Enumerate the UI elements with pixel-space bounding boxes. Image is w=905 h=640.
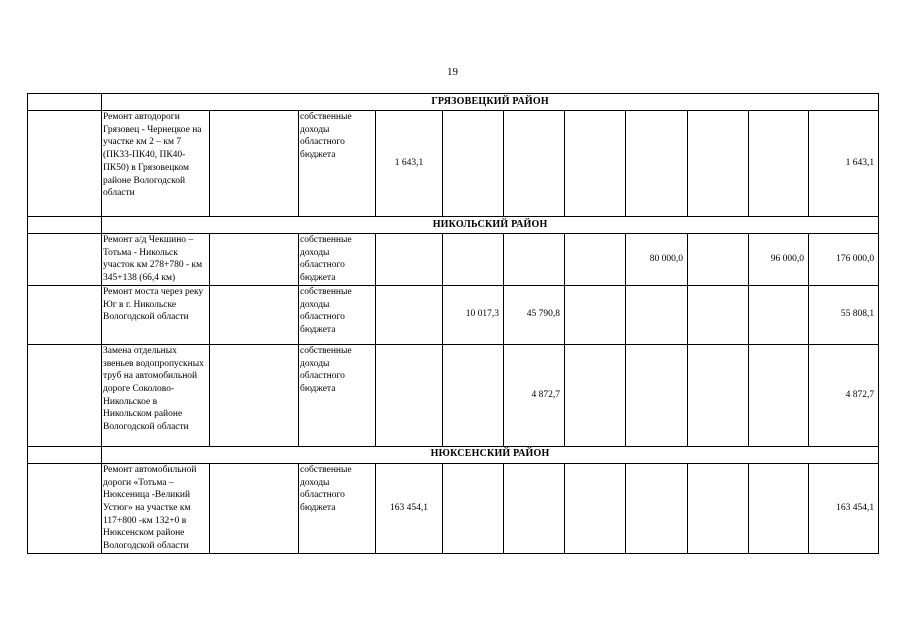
amount-cell (626, 463, 688, 553)
table-row (28, 463, 879, 553)
funding-source: собственные доходы областного бюджета (299, 111, 376, 217)
amount-cell (749, 463, 809, 553)
funding-source: собственные доходы областного бюджета (299, 234, 376, 286)
page-number: 19 (447, 66, 458, 78)
amount-cell (749, 285, 809, 344)
amount-cell (443, 344, 504, 446)
amount-cell (688, 285, 749, 344)
amount-cell (688, 234, 749, 286)
total-amount: 55 808,1 (809, 285, 879, 344)
executor-cell (210, 234, 299, 286)
amount-cell (688, 463, 749, 553)
amount-cell (565, 111, 626, 217)
project-description: Ремонт автодороги Грязовец - Чернецкое на участке км 2 – км 7 (ПК33-ПК40, ПК40-ПК50) в Грязовецком районе Вологодской области (102, 111, 210, 217)
amount-cell (443, 463, 504, 553)
amount-cell (565, 463, 626, 553)
row-number-cell (28, 285, 102, 344)
amount-cell: 45 790,8 (504, 285, 565, 344)
district-header-spacer (28, 94, 102, 111)
total-amount: 1 643,1 (809, 111, 879, 217)
amount-cell (565, 285, 626, 344)
amount-cell (626, 344, 688, 446)
funding-source: собственные доходы областного бюджета (299, 285, 376, 344)
funding-source: собственные доходы областного бюджета (299, 344, 376, 446)
amount-cell: 163 454,1 (376, 463, 443, 553)
row-number-cell (28, 344, 102, 446)
amount-cell (565, 344, 626, 446)
district-header-spacer (28, 446, 102, 463)
district-name: ГРЯЗОВЕЦКИЙ РАЙОН (102, 94, 879, 111)
amount-cell (688, 111, 749, 217)
district-header-row (28, 217, 879, 234)
amount-cell (749, 111, 809, 217)
district-header-row (28, 94, 879, 111)
table-row (28, 344, 879, 446)
project-description: Замена отдельных звеньев водопропускных труб на автомобильной дороге Соколово-Никольское в Никольском районе Вологодской области (102, 344, 210, 446)
amount-cell (504, 234, 565, 286)
executor-cell (210, 111, 299, 217)
amount-cell: 1 643,1 (376, 111, 443, 217)
project-description: Ремонт а/д Чекшино – Тотьма - Никольск участок км 278+780 - км 345+138 (66,4 км) (102, 234, 210, 286)
amount-cell (749, 344, 809, 446)
amount-cell (504, 111, 565, 217)
amount-cell (443, 111, 504, 217)
amount-cell: 96 000,0 (749, 234, 809, 286)
total-amount: 176 000,0 (809, 234, 879, 286)
amount-cell (376, 285, 443, 344)
budget-table (27, 93, 879, 554)
amount-cell: 10 017,3 (443, 285, 504, 344)
amount-cell (443, 234, 504, 286)
amount-cell (376, 344, 443, 446)
district-header-spacer (28, 217, 102, 234)
amount-cell (504, 463, 565, 553)
district-name: НИКОЛЬСКИЙ РАЙОН (102, 217, 879, 234)
project-description: Ремонт автомобильной дороги «Тотьма – Нюксеница -Великий Устюг» на участке км 117+800 -км 132+0 в Нюксенском районе Вологодской области (102, 463, 210, 553)
total-amount: 163 454,1 (809, 463, 879, 553)
table-row (28, 111, 879, 217)
executor-cell (210, 463, 299, 553)
funding-source: собственные доходы областного бюджета (299, 463, 376, 553)
amount-cell (626, 285, 688, 344)
project-description: Ремонт моста через реку Юг в г. Никольске Вологодской области (102, 285, 210, 344)
amount-cell (565, 234, 626, 286)
table-row (28, 234, 879, 286)
table-row (28, 285, 879, 344)
total-amount: 4 872,7 (809, 344, 879, 446)
executor-cell (210, 344, 299, 446)
row-number-cell (28, 463, 102, 553)
district-header-row (28, 446, 879, 463)
amount-cell: 4 872,7 (504, 344, 565, 446)
executor-cell (210, 285, 299, 344)
row-number-cell (28, 111, 102, 217)
amount-cell (688, 344, 749, 446)
amount-cell (376, 234, 443, 286)
row-number-cell (28, 234, 102, 286)
amount-cell: 80 000,0 (626, 234, 688, 286)
district-name: НЮКСЕНСКИЙ РАЙОН (102, 446, 879, 463)
amount-cell (626, 111, 688, 217)
